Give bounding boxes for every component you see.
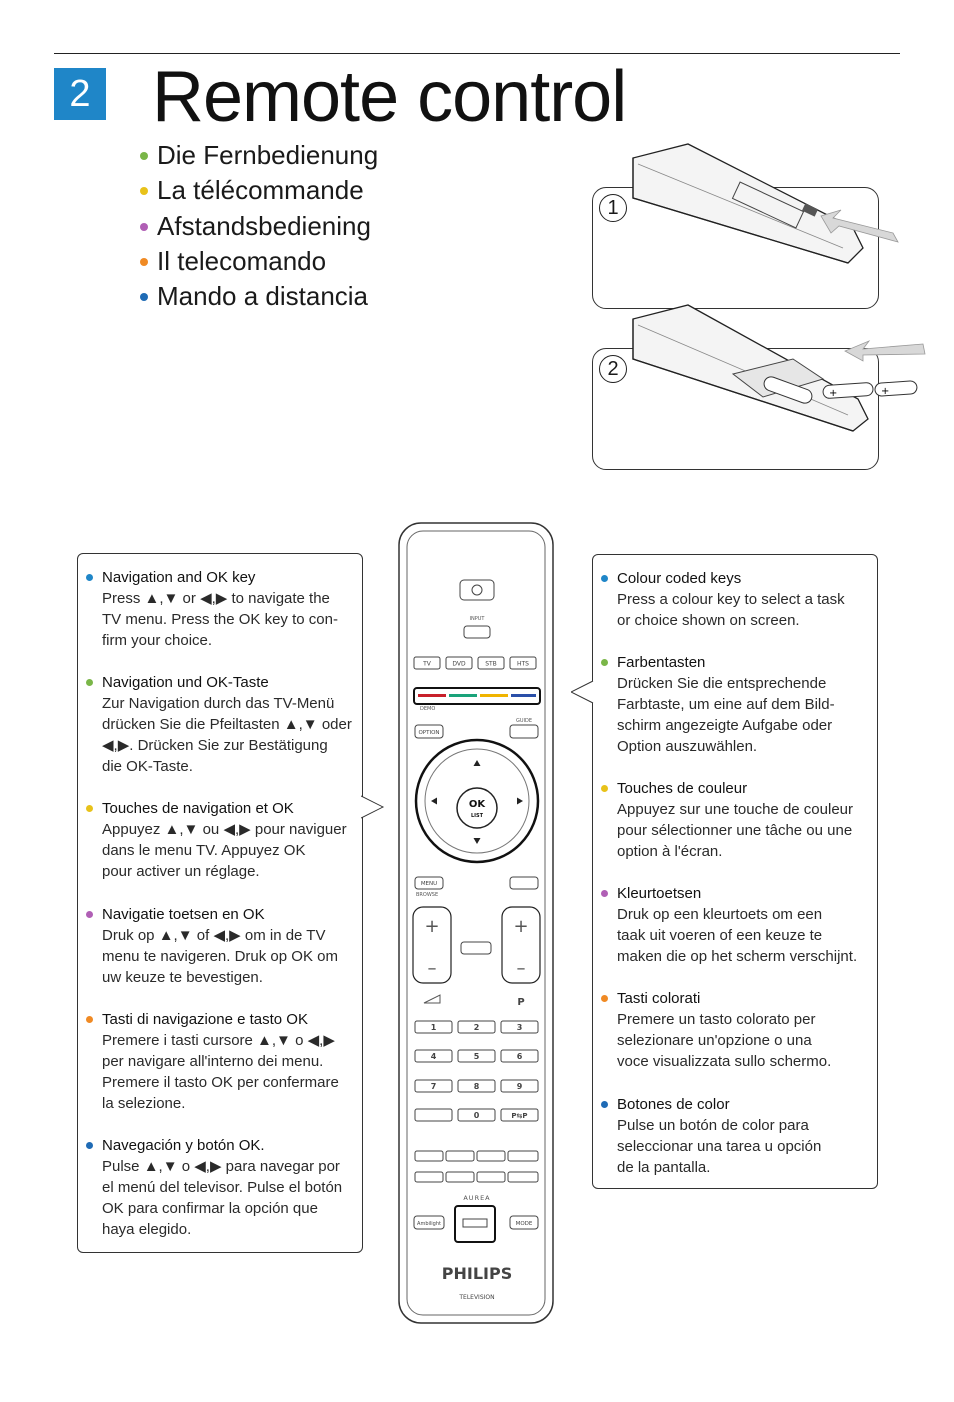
play-key[interactable] bbox=[477, 1151, 505, 1161]
bullet-dot-icon bbox=[86, 911, 93, 918]
svg-text:2: 2 bbox=[473, 1023, 480, 1032]
green-key[interactable] bbox=[449, 694, 477, 697]
input-label: INPUT bbox=[469, 616, 485, 622]
navigation-keys-panel bbox=[77, 553, 363, 1253]
step-number: 2 bbox=[599, 355, 627, 383]
svg-text:5: 5 bbox=[473, 1052, 480, 1061]
colour-keys bbox=[414, 688, 540, 704]
colour-entry-nl: Kleurtoetsen Druk op een kleurtoets om een taak uit voeren of een keuze te maken die op het scherm verschijnt. bbox=[593, 883, 877, 967]
guide-button[interactable] bbox=[510, 725, 538, 738]
record-key[interactable] bbox=[415, 1172, 443, 1182]
bullet-dot-icon bbox=[86, 574, 93, 581]
svg-text:4: 4 bbox=[430, 1052, 437, 1061]
red-key[interactable] bbox=[418, 694, 446, 697]
mute-button[interactable] bbox=[461, 942, 491, 954]
teletext-button[interactable] bbox=[510, 877, 538, 889]
colour-entry-de: Farbentasten Drücken Sie die entsprechende Farbtaste, um eine auf dem Bild- schirm angezeigte Aufgabe oder Option auszuwählen. bbox=[593, 652, 877, 757]
svg-text:+: + bbox=[829, 388, 838, 399]
step-number: 1 bbox=[599, 194, 627, 222]
svg-text:+: + bbox=[881, 386, 890, 397]
svg-text:Ambilight: Ambilight bbox=[417, 1221, 441, 1227]
figure-insert-batteries bbox=[592, 348, 890, 470]
colour-entry-it: Tasti colorati Premere un tasto colorato per selezionare un'opzione o una voce visualizzata sullo schermo. bbox=[593, 988, 877, 1072]
remote-control-illustration bbox=[398, 522, 554, 1324]
nav-entry-it: Tasti di navigazione e tasto OK Premere i tasti cursore ▲,▼ o ◀,▶ per navigare all'interno dei menu. Premere il tasto OK per confermare la selezione. bbox=[78, 1009, 362, 1114]
svg-text:MODE: MODE bbox=[515, 1221, 533, 1227]
nav-entry-nl: Navigatie toetsen en OK Druk op ▲,▼ of ◀,▶ om in de TV menu te navigeren. Druk op OK om uw keuze te bevestigen. bbox=[78, 904, 362, 988]
brand-logo: PHILIPS bbox=[441, 1264, 513, 1283]
svg-text:P⇆P: P⇆P bbox=[511, 1112, 528, 1120]
nav-entry-en: Navigation and OK key Press ▲,▼ or ◀,▶ to navigate the TV menu. Press the OK key to con- firm your choice. bbox=[78, 567, 362, 651]
bullet-dot-icon bbox=[140, 293, 148, 301]
page-title: Remote control bbox=[152, 57, 627, 137]
volume-rocker[interactable] bbox=[413, 907, 451, 983]
svg-text:OPTION: OPTION bbox=[418, 730, 440, 736]
blue-key[interactable] bbox=[511, 694, 536, 697]
language-item: Mando a distancia bbox=[140, 279, 378, 314]
bullet-dot-icon bbox=[140, 152, 148, 160]
bullet-dot-icon bbox=[601, 1101, 608, 1108]
aurea-label: AUREA bbox=[463, 1194, 491, 1202]
language-item: Il telecomando bbox=[140, 244, 378, 279]
channel-label: P bbox=[517, 997, 525, 1008]
bullet-dot-icon bbox=[140, 258, 148, 266]
info-key[interactable] bbox=[477, 1172, 505, 1182]
bullet-dot-icon bbox=[86, 1142, 93, 1149]
svg-text:8: 8 bbox=[473, 1082, 480, 1091]
remote-batteries-illustration bbox=[593, 319, 933, 459]
language-item: Afstandsbediening bbox=[140, 209, 378, 244]
subtitle-key[interactable] bbox=[415, 1109, 452, 1121]
svg-text:0: 0 bbox=[473, 1111, 480, 1120]
colour-entry-en: Colour coded keys Press a colour key to select a task or choice shown on screen. bbox=[593, 568, 877, 631]
svg-text:1: 1 bbox=[430, 1023, 437, 1032]
colour-keys-panel bbox=[592, 554, 878, 1189]
option-button[interactable] bbox=[415, 725, 443, 738]
bullet-dot-icon bbox=[601, 575, 608, 582]
svg-text:OK: OK bbox=[468, 799, 486, 810]
bullet-dot-icon bbox=[86, 1016, 93, 1023]
colour-entry-fr: Touches de couleur Appuyez sur une touche de couleur pour sélectionner une tâche ou une option à l'écran. bbox=[593, 778, 877, 862]
nav-entry-fr: Touches de navigation et OK Appuyez ▲,▼ ou ◀,▶ pour naviguer dans le menu TV. Appuyez OK pour activer un réglage. bbox=[78, 798, 362, 882]
language-item: Die Fernbedienung bbox=[140, 138, 378, 173]
menu-button[interactable] bbox=[415, 877, 443, 889]
rewind-key[interactable] bbox=[415, 1151, 443, 1161]
svg-text:–: – bbox=[427, 958, 437, 979]
television-label: TELEVISION bbox=[459, 1294, 495, 1301]
nav-entry-es: Navegación y botón OK. Pulse ▲,▼ o ◀,▶ para navegar por el menú del televisor. Pulse el botón OK para confirmar la opción que haya elegido. bbox=[78, 1135, 362, 1240]
format-key[interactable] bbox=[446, 1172, 474, 1182]
svg-text:9: 9 bbox=[516, 1082, 523, 1091]
bullet-dot-icon bbox=[601, 785, 608, 792]
svg-text:–: – bbox=[516, 958, 526, 979]
bullet-dot-icon bbox=[140, 187, 148, 195]
pip-key[interactable] bbox=[508, 1172, 538, 1182]
ok-button[interactable] bbox=[457, 788, 497, 828]
power-button[interactable] bbox=[460, 580, 494, 600]
colour-entry-es: Botones de color Pulse un botón de color para seleccionar una tarea u opción de la pantalla. bbox=[593, 1094, 877, 1178]
input-button[interactable] bbox=[464, 626, 490, 638]
bullet-dot-icon bbox=[601, 659, 608, 666]
yellow-key[interactable] bbox=[480, 694, 508, 697]
stop-key[interactable] bbox=[446, 1151, 474, 1161]
remote-back-illustration bbox=[593, 158, 933, 298]
bullet-dot-icon bbox=[140, 223, 148, 231]
ambilight-button[interactable] bbox=[414, 1216, 444, 1229]
svg-text:MENU: MENU bbox=[420, 881, 438, 887]
svg-text:6: 6 bbox=[516, 1052, 523, 1061]
callout-pointer bbox=[361, 794, 391, 824]
bullet-dot-icon bbox=[86, 805, 93, 812]
mode-button[interactable] bbox=[510, 1216, 538, 1229]
svg-text:3: 3 bbox=[516, 1023, 523, 1032]
demo-label: DEMO bbox=[420, 706, 436, 712]
svg-text:DVD: DVD bbox=[452, 660, 466, 668]
svg-text:+: + bbox=[513, 916, 529, 937]
forward-key[interactable] bbox=[508, 1151, 538, 1161]
svg-text:STB: STB bbox=[485, 660, 497, 668]
svg-text:HTS: HTS bbox=[517, 660, 529, 668]
svg-text:+: + bbox=[424, 916, 440, 937]
svg-text:TV: TV bbox=[423, 660, 431, 668]
svg-text:LIST: LIST bbox=[470, 813, 484, 819]
bullet-dot-icon bbox=[601, 890, 608, 897]
language-item: La télécommande bbox=[140, 173, 378, 208]
figure-open-battery-cover bbox=[592, 187, 879, 309]
bullet-dot-icon bbox=[86, 679, 93, 686]
chapter-number: 2 bbox=[54, 68, 106, 120]
language-list bbox=[140, 138, 378, 314]
channel-rocker[interactable] bbox=[502, 907, 540, 983]
browse-label: BROWSE bbox=[416, 892, 439, 898]
guide-label: GUIDE bbox=[515, 718, 533, 724]
bullet-dot-icon bbox=[601, 995, 608, 1002]
svg-text:7: 7 bbox=[430, 1082, 437, 1091]
nav-entry-de: Navigation und OK-Taste Zur Navigation durch das TV-Menü drücken Sie die Pfeiltasten ▲,▼ oder ◀,▶. Drücken Sie zur Bestätigung die OK-Taste. bbox=[78, 672, 362, 777]
